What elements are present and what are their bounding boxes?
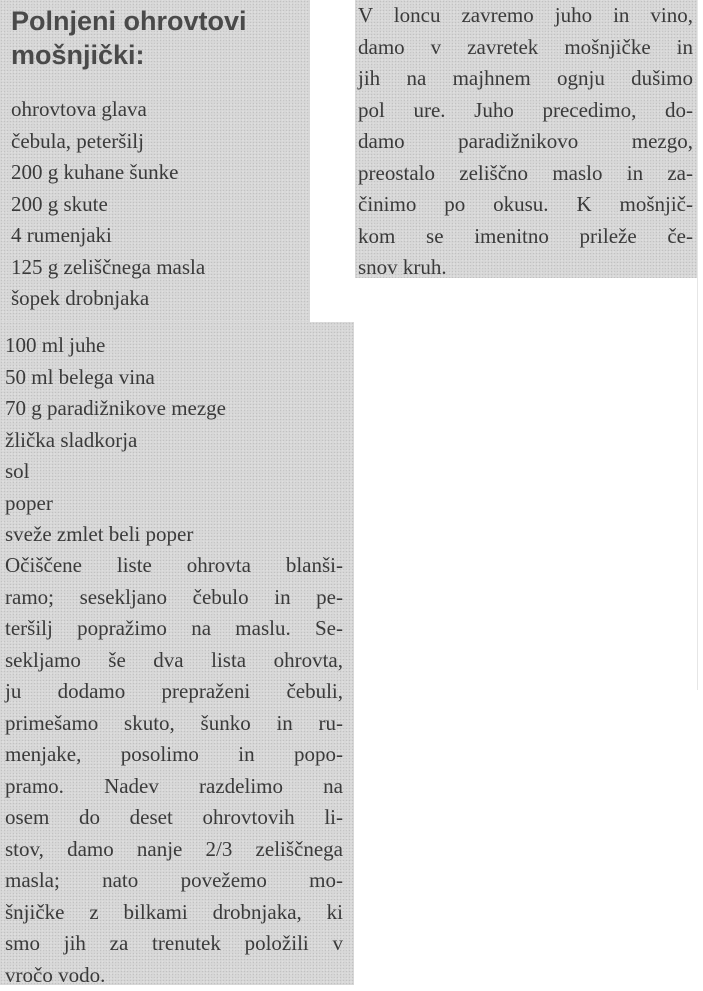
method-line: V loncu zavremo juho in vino,	[358, 0, 693, 32]
method-line: masla; nato povežemo mo-	[5, 865, 343, 897]
method-paragraph-left	[5, 550, 343, 991]
method-line: šnjičke z bilkami drobnjaka, ki	[5, 897, 343, 929]
method-line: ju dodamo prepraženi čebuli,	[5, 676, 343, 708]
ingredient-item: ohrovtova glava	[11, 94, 205, 126]
ingredient-item: 125 g zeliščnega masla	[11, 252, 205, 284]
method-line: jih na majhnem ognju dušimo	[358, 63, 693, 95]
ingredient-item: 100 ml juhe	[5, 330, 226, 362]
recipe-title-line-2: mošnjički:	[11, 38, 247, 72]
method-line: smo jih za trenutek položili v	[5, 928, 343, 960]
ingredient-item: 50 ml belega vina	[5, 362, 226, 394]
recipe-title	[11, 4, 247, 72]
method-line: ramo; sesekljano čebulo in pe-	[5, 582, 343, 614]
method-line: preostalo zeliščno maslo in za-	[358, 158, 693, 190]
method-line: damo paradižnikovo mezgo,	[358, 126, 693, 158]
method-line: pramo. Nadev razdelimo na	[5, 771, 343, 803]
ingredient-item: 70 g paradižnikove mezge	[5, 393, 226, 425]
ingredients-list-bottom	[5, 330, 226, 551]
method-paragraph-right	[358, 0, 693, 284]
recipe-title-line-1: Polnjeni ohrovtovi	[11, 4, 247, 38]
method-line: menjake, posolimo in popo-	[5, 739, 343, 771]
ingredient-item: žlička sladkorja	[5, 425, 226, 457]
method-line: stov, damo nanje 2/3 zeliščnega	[5, 834, 343, 866]
ingredient-item: 200 g skute	[11, 189, 205, 221]
ingredient-item: poper	[5, 488, 226, 520]
method-line: damo v zavretek mošnjičke in	[358, 32, 693, 64]
method-line: kom se imenitno prileže če-	[358, 221, 693, 253]
method-line: primešamo skuto, šunko in ru-	[5, 708, 343, 740]
ingredient-item: 200 g kuhane šunke	[11, 157, 205, 189]
method-line: pol ure. Juho precedimo, do-	[358, 95, 693, 127]
ingredient-item: sveže zmlet beli poper	[5, 519, 226, 551]
ingredient-item: čebula, peteršilj	[11, 126, 205, 158]
method-line: teršilj popražimo na maslu. Se-	[5, 613, 343, 645]
method-line: Očiščene liste ohrovta blanši-	[5, 550, 343, 582]
ingredient-item: sol	[5, 456, 226, 488]
scan-edge-line	[697, 0, 698, 690]
method-line: osem do deset ohrovtovih li-	[5, 802, 343, 834]
ingredient-item: šopek drobnjaka	[11, 283, 205, 315]
ingredient-item: 4 rumenjaki	[11, 220, 205, 252]
clipping-top-left	[0, 0, 310, 322]
method-line: snov kruh.	[358, 252, 693, 284]
method-line: sekljamo še dva lista ohrovta,	[5, 645, 343, 677]
method-line: vročo vodo.	[5, 960, 343, 991]
method-line: činimo po okusu. K mošnjič-	[358, 189, 693, 221]
ingredients-list-top	[11, 94, 205, 315]
